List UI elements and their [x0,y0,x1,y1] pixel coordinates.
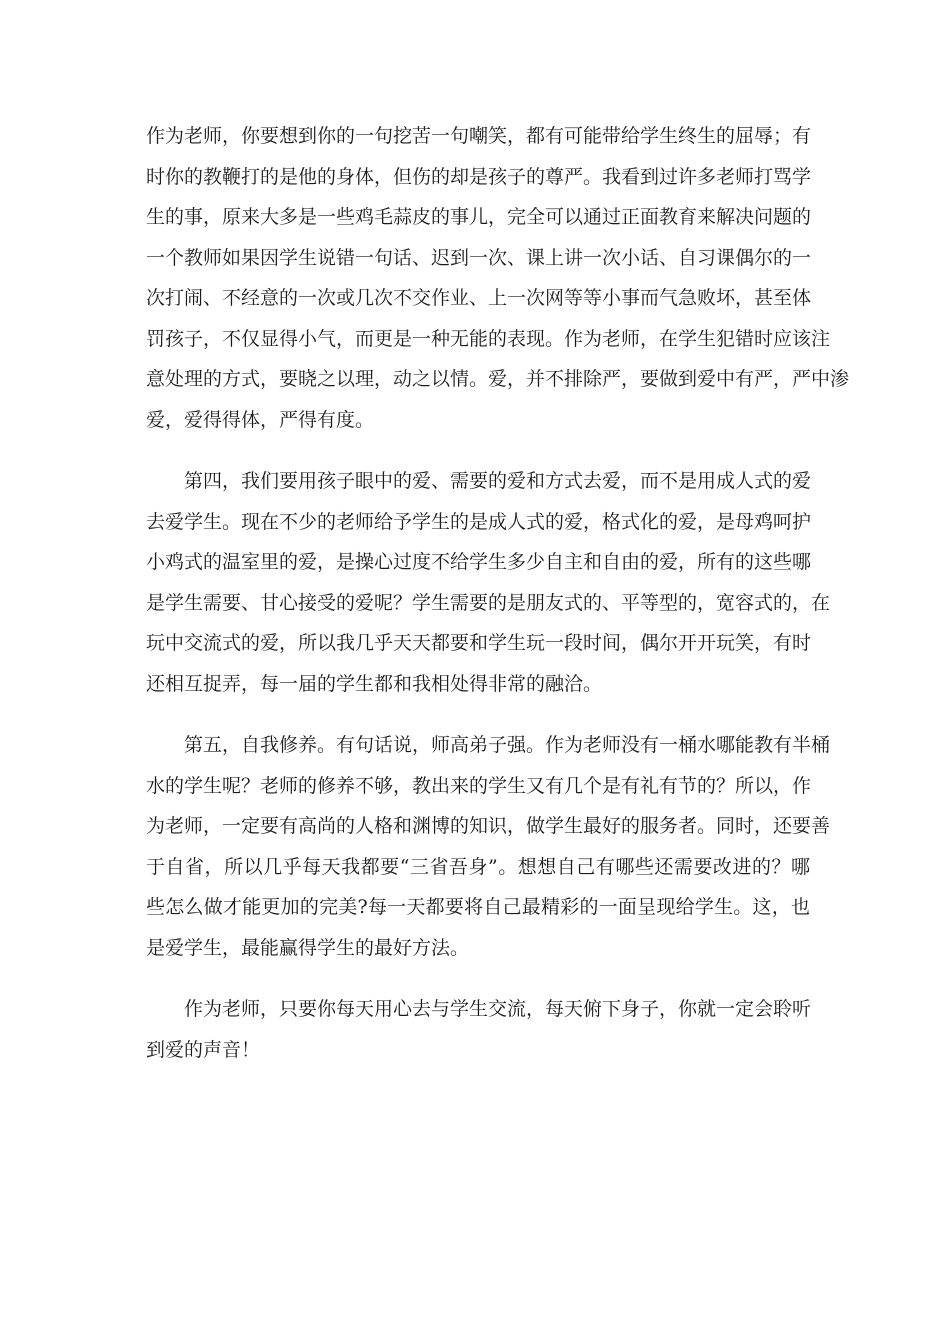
text-line: 一个教师如果因学生说错一句话、迟到一次、课上讲一次小话、自习课偶尔的一 [146,246,812,269]
text-line: 去爱学生。现在不少的老师给予学生的是成人式的爱，格式化的爱，是母鸡呵护 [146,510,812,533]
text-line: 玩中交流式的爱，所以我几乎天天都要和学生玩一段时间，偶尔开开玩笑，有时 [146,632,812,654]
text-line: 作为老师，只要你每天用心去与学生交流，每天俯下身子，你就一定会聆听 [146,998,812,1020]
paragraph-4 [146,989,810,1070]
text-line: 罚孩子，不仅显得小气，而更是一种无能的表现。作为老师，在学生犯错时应该注 [146,327,831,350]
document-body [146,116,850,1091]
text-line: 小鸡式的温室里的爱，是操心过度不给学生多少自主和自由的爱，所有的这些哪 [146,551,812,573]
text-line: 是学生需要、甘心接受的爱呢？学生需要的是朋友式的、平等型的，宽容式的，在 [146,591,831,614]
text-line: 于自省，所以几乎每天我都要“三省吾身”。想想自己有哪些还需要改进的？哪 [146,855,810,878]
text-line: 第四，我们要用孩子眼中的爱、需要的爱和方式去爱，而不是用成人式的爱 [146,470,812,492]
text-line: 还相互捉弄，每一届的学生都和我相处得非常的融洽。 [146,672,603,695]
text-line: 意处理的方式，要晓之以理，动之以情。爱，并不排除严，要做到爱中有严，严中渗 [146,368,850,390]
text-line: 为老师，一定要有高尚的人格和渊博的知识，做学生最好的服务者。同时，还要善 [146,815,831,837]
text-line: 作为老师，你要想到你的一句挖苦一句嘲笑，都有可能带给学生终生的屈辱；有 [146,125,812,147]
text-line: 爱，爱得得体，严得有度。 [146,408,375,431]
paragraph-3 [146,725,831,968]
text-line: 时你的教鞭打的是他的身体，但伤的却是孩子的尊严。我看到过许多老师打骂学 [146,165,812,188]
text-line: 生的事，原来大多是一些鸡毛蒜皮的事儿，完全可以通过正面教育来解决问题的 [146,206,812,228]
paragraph-1 [146,116,850,440]
paragraph-2 [146,461,831,704]
text-line: 次打闹、不经意的一次或几次不交作业、上一次网等等小事而气急败坏，甚至体 [146,287,812,309]
text-line: 水的学生呢？老师的修养不够，教出来的学生又有几个是有礼有节的？所以，作 [146,774,812,797]
text-line: 第五，自我修养。有句话说，师高弟子强。作为老师没有一桶水哪能教有半桶 [146,734,831,756]
text-line: 到爱的声音！ [146,1038,261,1061]
text-line: 些怎么做才能更加的完美?每一天都要将自己最精彩的一面呈现给学生。这，也 [146,896,810,918]
text-line: 是爱学生，最能赢得学生的最好方法。 [146,936,470,959]
